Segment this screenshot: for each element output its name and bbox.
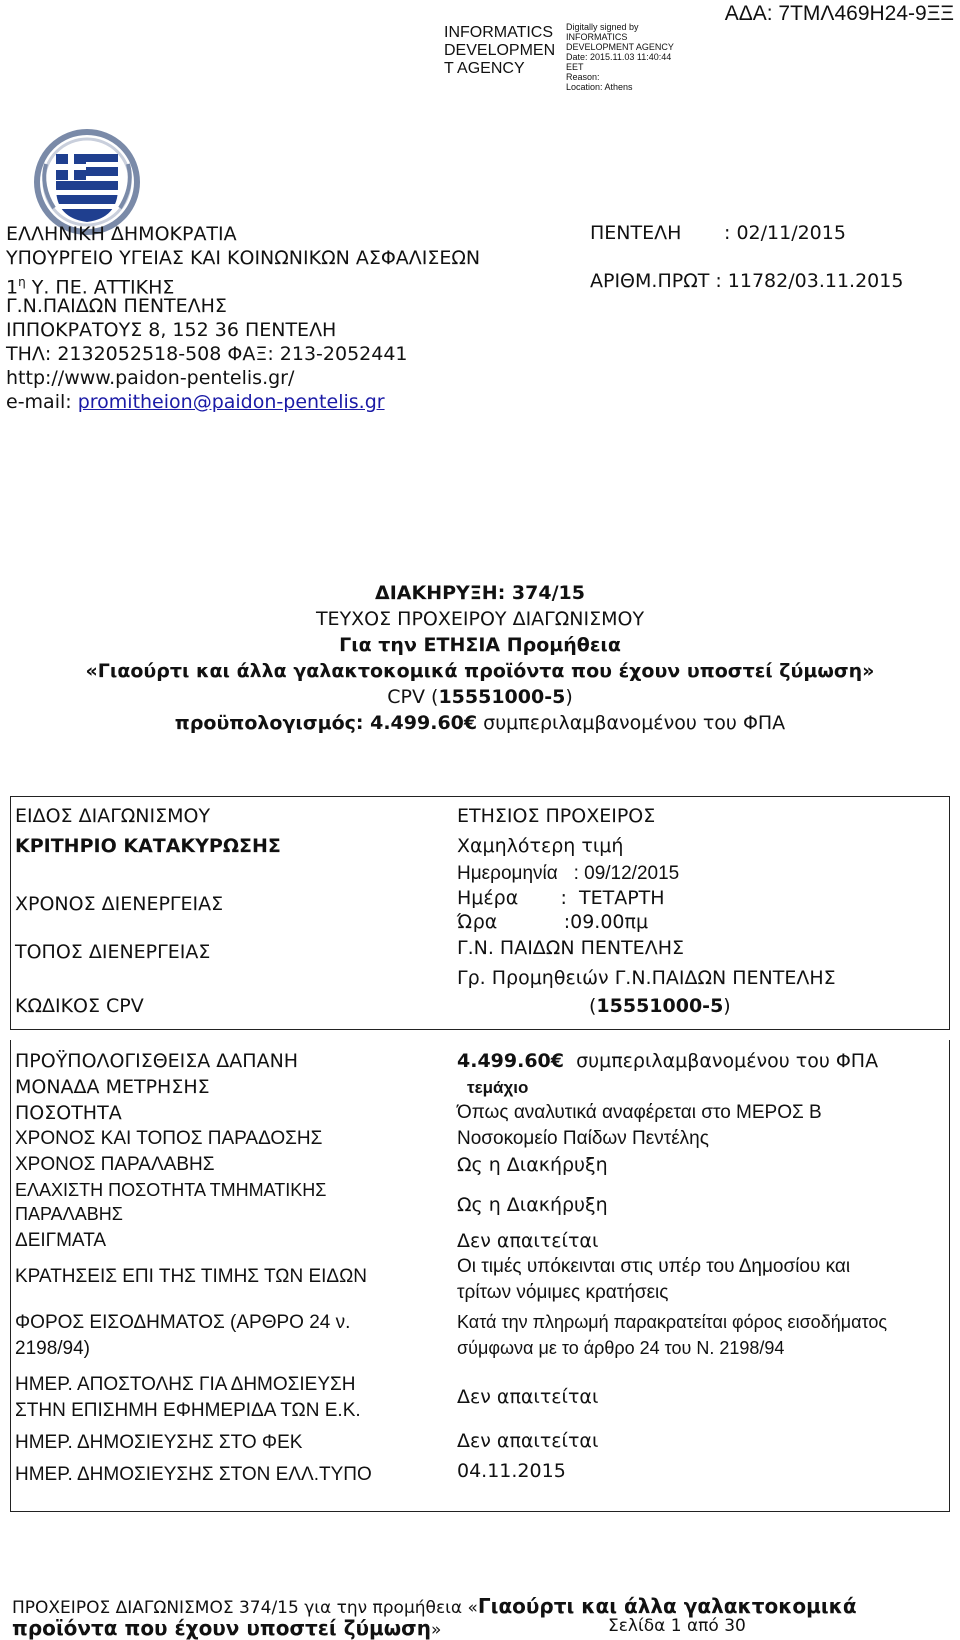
- term-label: ΗΜΕΡ. ΔΗΜΟΣΙΕΥΣΗΣ ΣΤΟ ΦΕΚ: [15, 1432, 303, 1453]
- term-label: ΜΟΝΑΔΑ ΜΕΤΡΗΣΗΣ: [15, 1076, 210, 1098]
- greek-emblem-icon: [32, 124, 142, 236]
- term-value: Δεν απαιτείται: [457, 1430, 599, 1452]
- term-label: ΗΜΕΡ. ΔΗΜΟΣΙΕΥΣΗΣ ΣΤΟΝ ΕΛΛ.ΤΥΠΟ: [15, 1464, 372, 1485]
- phone-line: ΤΗΛ: 2132052518-508 ΦΑΞ: 213-2052441: [6, 343, 408, 365]
- place-label: ΠΕΝΤΕΛΗ: [590, 222, 682, 244]
- region-num: 1: [6, 276, 19, 299]
- terms-table: [10, 1040, 950, 1512]
- type-label: ΕΙΔΟΣ ΔΙΑΓΩΝΙΣΜΟΥ: [15, 805, 211, 827]
- footer-pre: ΠΡΟΧΕΙΡΟΣ ΔΙΑΓΩΝΙΣΜΟΣ 374/15 για την προμήθεια «: [12, 1598, 478, 1618]
- term-label: ΕΛΑΧΙΣΤΗ ΠΟΣΟΤΗΤΑ ΤΜΗΜΑΤΙΚΗΣ: [15, 1180, 327, 1200]
- term-value-amount: 4.499.60€: [457, 1050, 564, 1072]
- ministry-line: ΥΠΟΥΡΓΕΙΟ ΥΓΕΙΑΣ ΚΑΙ ΚΟΙΝΩΝΙΚΩΝ ΑΣΦΑΛΙΣΕΩΝ: [6, 247, 481, 269]
- term-label: ΧΡΟΝΟΣ ΚΑΙ ΤΟΠΟΣ ΠΑΡΑΔΟΣΗΣ: [15, 1128, 323, 1149]
- term-value: [457, 1050, 878, 1072]
- signature-line: Location: Athens: [566, 82, 633, 92]
- website-line: http://www.paidon-pentelis.gr/: [6, 367, 295, 389]
- signer-name: INFORMATICS DEVELOPMEN T AGENCY: [444, 24, 556, 77]
- term-label-cont: 2198/94): [15, 1338, 91, 1359]
- cpv-pre: CPV (: [387, 686, 439, 708]
- product-title: «Γιαούρτι και άλλα γαλακτοκομικά προϊόντα που έχουν υποστεί ζύμωση»: [85, 660, 875, 682]
- address-line: ΙΠΠΟΚΡΑΤΟΥΣ 8, 152 36 ΠΕΝΤΕΛΗ: [6, 319, 337, 341]
- place-label-row: ΤΟΠΟΣ ΔΙΕΝΕΡΓΕΙΑΣ: [15, 941, 211, 963]
- term-value: Όπως αναλυτικά αναφέρεται στο ΜΕΡΟΣ Β: [457, 1102, 822, 1123]
- office-value: Γρ. Προμηθειών Γ.Ν.ΠΑΙΔΩΝ ΠΕΝΤΕΛΗΣ: [457, 967, 836, 989]
- cpv-value: [589, 995, 731, 1017]
- region-name: Υ. ΠΕ. ΑΤΤΙΚΗΣ: [25, 276, 175, 299]
- protocol-number: ΑΡΙΘΜ.ΠΡΩΤ : 11782/03.11.2015: [590, 270, 904, 292]
- signature-line: Date: 2015.11.03 11:40:44: [566, 52, 672, 62]
- term-value-note: συμπεριλαμβανομένου του ΦΠΑ: [563, 1050, 879, 1072]
- budget-note: συμπεριλαμβανομένου του ΦΠΑ: [477, 712, 786, 734]
- term-value-cont: σύμφωνα με το άρθρο 24 του Ν. 2198/94: [457, 1338, 785, 1358]
- term-label: ΔΕΙΓΜΑΤΑ: [15, 1230, 107, 1251]
- term-value: Νοσοκομείο Παίδων Πεντέλης: [457, 1128, 709, 1149]
- footer-line1: [12, 1594, 857, 1618]
- footer-product: Γιαούρτι και άλλα γαλακτοκομικά: [477, 1594, 857, 1618]
- notice-number: ΔΙΑΚΗΡΥΞΗ: 374/15: [375, 582, 585, 604]
- cpv-close: ): [723, 995, 731, 1017]
- term-value: 04.11.2015: [457, 1460, 566, 1482]
- footer-line2: [12, 1616, 441, 1640]
- supply-title: Για την ΕΤΗΣΙΑ Προμήθεια: [339, 634, 621, 656]
- page-number: Σελίδα 1 από 30: [608, 1616, 746, 1636]
- digital-signature: [566, 22, 726, 92]
- term-value: Οι τιμές υπόκεινται στις υπέρ του Δημοσίου και: [457, 1256, 851, 1277]
- budget-line: [0, 710, 960, 736]
- doc-date: : 02/11/2015: [724, 222, 846, 244]
- hospital-line: Γ.Ν.ΠΑΙΔΩΝ ΠΕΝΤΕΛΗΣ: [6, 295, 227, 317]
- ada-code: ΑΔΑ: 7ΤΜΛ469Η24-9ΞΞ: [724, 2, 954, 25]
- term-label: ΚΡΑΤΗΣΕΙΣ ΕΠΙ ΤΗΣ ΤΙΜΗΣ ΤΩΝ ΕΙΔΩΝ: [15, 1266, 368, 1287]
- time-label: ΧΡΟΝΟΣ ΔΙΕΝΕΡΓΕΙΑΣ: [15, 893, 224, 915]
- country-line: ΕΛΛΗΝΙΚΗ ΔΗΜΟΚΡΑΤΙΑ: [6, 223, 237, 245]
- tender-details-table: [10, 796, 950, 1030]
- term-label: ΦΟΡΟΣ ΕΙΣΟΔΗΜΑΤΟΣ (ΑΡΘΡΟ 24 ν.: [15, 1312, 351, 1333]
- signature-line: DEVELOPMENT AGENCY: [566, 42, 674, 52]
- criterion-value: Χαμηλότερη τιμή: [457, 835, 624, 857]
- term-value: τεμάχιο: [467, 1078, 529, 1097]
- term-value: Δεν απαιτείται: [457, 1386, 599, 1408]
- footer-product-cont: προϊόντα που έχουν υποστεί ζύμωση: [12, 1616, 431, 1640]
- signature-line: EET: [566, 62, 584, 72]
- place-value: Γ.Ν. ΠΑΙΔΩΝ ΠΕΝΤΕΛΗΣ: [457, 937, 684, 959]
- signature-line: Reason:: [566, 72, 600, 82]
- term-value: Κατά την πληρωμή παρακρατείται φόρος εισοδήματος: [457, 1312, 888, 1332]
- date-value: Ημερομηνία : 09/12/2015: [457, 863, 680, 884]
- signature-line: Digitally signed by: [566, 22, 639, 32]
- region-sup: η: [18, 275, 26, 289]
- criterion-label: ΚΡΙΤΗΡΙΟ ΚΑΤΑΚΥΡΩΣΗΣ: [15, 835, 281, 857]
- hour-value: Ώρα :09.00πμ: [457, 911, 649, 933]
- cpv-code-value: 15551000-5: [596, 995, 724, 1017]
- term-label-cont: ΠΑΡΑΛΑΒΗΣ: [15, 1204, 123, 1224]
- term-label: ΠΡΟΫΠΟΛΟΓΙΣΘΕΙΣΑ ΔΑΠΑΝΗ: [15, 1050, 299, 1072]
- email-line: [6, 390, 385, 414]
- term-value: Ως η Διακήρυξη: [457, 1194, 608, 1216]
- day-value: Ημέρα : ΤΕΤΑΡΤΗ: [457, 887, 665, 909]
- signature-line: INFORMATICS: [566, 32, 628, 42]
- term-label: ΗΜΕΡ. ΑΠΟΣΤΟΛΗΣ ΓΙΑ ΔΗΜΟΣΙΕΥΣΗ: [15, 1374, 356, 1395]
- cpv-label: ΚΩΔΙΚΟΣ CPV: [15, 995, 144, 1017]
- term-label-cont: ΣΤΗΝ ΕΠΙΣΗΜΗ ΕΦΗΜΕΡΙΔΑ ΤΩΝ Ε.Κ.: [15, 1400, 361, 1421]
- cpv-post: ): [565, 686, 573, 708]
- budget-amount: προϋπολογισμός: 4.499.60€: [174, 712, 478, 734]
- cpv-code: 15551000-5: [438, 686, 566, 708]
- cpv-open: (: [589, 995, 597, 1017]
- term-label: ΠΟΣΟΤΗΤΑ: [15, 1102, 122, 1124]
- email-link[interactable]: promitheion@paidon-pentelis.gr: [77, 391, 385, 413]
- term-value-cont: τρίτων νόμιμες κρατήσεις: [457, 1282, 669, 1303]
- term-value: Δεν απαιτείται: [457, 1230, 599, 1252]
- footer-post: »: [430, 1620, 442, 1640]
- term-label: ΧΡΟΝΟΣ ΠΑΡΑΛΑΒΗΣ: [15, 1154, 215, 1175]
- term-value: Ως η Διακήρυξη: [457, 1154, 608, 1176]
- email-label: e-mail:: [6, 391, 78, 413]
- cpv-line: [0, 684, 960, 710]
- type-value: ΕΤΗΣΙΟΣ ΠΡΟΧΕΙΡΟΣ: [457, 805, 656, 827]
- tender-doc-title: ΤΕΥΧΟΣ ΠΡΟΧΕΙΡΟΥ ΔΙΑΓΩΝΙΣΜΟΥ: [315, 608, 645, 630]
